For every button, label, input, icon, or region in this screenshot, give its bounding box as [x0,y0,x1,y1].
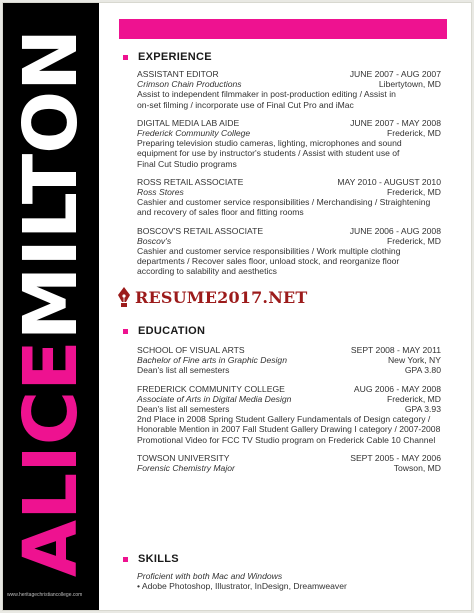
job-dates: JUNE 2007 - MAY 2008 [350,117,441,128]
job-location: Libertytown, MD [378,79,441,90]
section-bullet-icon [123,557,128,562]
name-sidebar [3,3,99,611]
fountain-pen-icon [115,286,133,308]
education-entry [137,345,441,376]
skills-line: Proficient with both Mac and Windows [137,571,283,581]
experience-entry [137,118,441,169]
experience-list [137,69,441,285]
job-role: ASSISTANT EDITOR [137,69,219,79]
job-desc-line: Cashier and customer service responsibilities / Work multiple clothing [137,246,401,257]
job-org: Crimson Chain Productions [137,79,242,90]
school-location: Frederick, MD [387,393,441,404]
job-desc-line: departments / Recover sales floor, unload stock, and reorganize floor [137,256,400,267]
school-dates: SEPT 2008 - MAY 2011 [350,345,441,355]
skills-heading [123,553,179,565]
candidate-name [8,28,94,578]
experience-title: EXPERIENCE [138,51,212,63]
education-entry [137,384,441,445]
experience-entry [137,69,441,110]
honors-note: Dean's list all semesters [137,404,230,415]
degree: Forensic Chemistry Major [137,463,235,474]
resume-page [2,2,472,611]
experience-heading [123,51,212,63]
job-location: Frederick, MD [387,235,441,246]
degree: Associate of Arts in Digital Media Design [137,393,292,404]
skills-line: • Adobe Photoshop, Illustrator, InDesign, Dreamweaver [137,581,347,592]
job-dates: JUNE 2007 - AUG 2007 [349,69,441,79]
job-dates: MAY 2010 - AUGUST 2010 [337,176,441,187]
award-line: Honorable Mention in 2007 Fall Student Gallery Drawing I category / 2007-2008 [137,424,441,435]
gpa: GPA 3.80 [404,365,441,376]
first-name: ALICE [8,340,94,578]
job-desc-line: Final Cut Studio programs [137,158,237,169]
accent-header-bar [119,19,447,39]
job-org: Boscov's [137,235,172,246]
skills-title: SKILLS [138,553,179,565]
job-desc-line: Cashier and customer service responsibilities / Merchandising / Straightening [137,197,431,208]
honors-note: Dean's list all semesters [137,365,230,376]
job-desc-line: Assist to independent filmmaker in post-production editing / Assist in [137,89,396,100]
experience-entry [137,177,441,218]
job-dates: JUNE 2006 - AUG 2008 [349,225,441,236]
job-desc-line: according to salability and aesthetics [137,266,277,277]
job-role: BOSCOV'S RETAIL ASSOCIATE [137,225,264,236]
job-location: Frederick, MD [387,187,441,198]
degree: Bachelor of Fine arts in Graphic Design [137,355,287,366]
education-list [137,345,441,481]
section-bullet-icon [123,329,128,334]
experience-entry [137,226,441,277]
school-name: SCHOOL OF VISUAL ARTS [137,345,245,355]
job-desc-line: on-set filming / incorporate use of Final Cut Pro and iMac [137,99,354,110]
education-heading [123,325,205,337]
job-org: Ross Stores [137,187,184,198]
job-role: DIGITAL MEDIA LAB AIDE [137,117,240,128]
section-bullet-icon [123,55,128,60]
job-desc-line: and recovery of sales floor and fitting rooms [137,207,304,218]
skills-list [137,571,441,591]
award-line: Promotional Video for FCC TV Studio program on Frederick Cable 10 Channel [137,434,436,445]
watermark-text: RESUME2017.NET [135,287,308,307]
school-location: New York, NY [387,355,441,366]
last-name: MILTON [8,28,94,341]
job-desc-line: equipment for use by instructor's students / Assist with student use of [137,148,400,159]
school-dates: SEPT 2005 - MAY 2006 [350,452,441,463]
school-dates: AUG 2006 - MAY 2008 [353,383,441,394]
education-entry [137,453,441,473]
gpa: GPA 3.93 [404,404,441,415]
award-line: 2nd Place in 2008 Spring Student Gallery Fundamentals of Design category / [137,414,431,425]
school-location: Towson, MD [393,463,441,474]
watermark-logo [115,286,308,308]
job-org: Frederick Community College [137,128,251,139]
job-desc-line: Preparing television studio cameras, lighting, microphones and sound [137,138,402,149]
education-title: EDUCATION [138,325,206,337]
job-role: ROSS RETAIL ASSOCIATE [137,176,244,187]
school-name: TOWSON UNIVERSITY [137,452,230,463]
footer-url: www.heritagechristiancollege.com [7,592,83,598]
job-location: Frederick, MD [387,128,441,139]
school-name: FREDERICK COMMUNITY COLLEGE [137,383,285,394]
